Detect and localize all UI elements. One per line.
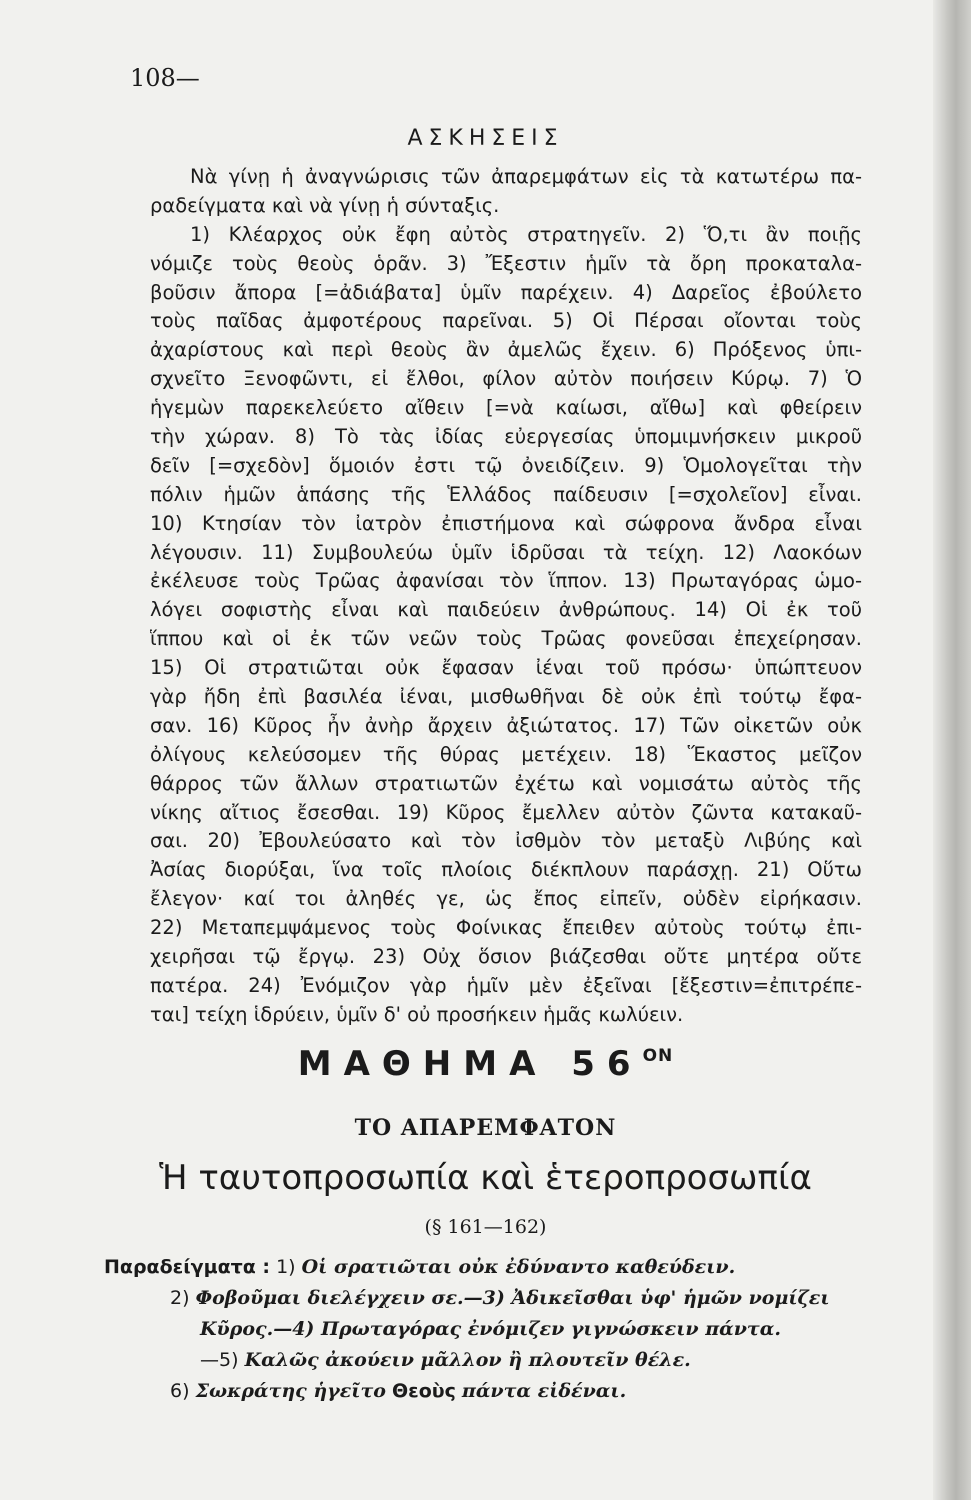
body-line: ἡγεμὼν παρεκελεύετο αἴθειν [=νὰ καίωσι, αἴθω] καὶ φθείρειν	[150, 396, 862, 420]
example-line	[104, 1252, 849, 1283]
body-line: δεῖν [=σχεδὸν] ὅμοιόν ἐστι τῷ ὀνειδίζειν. 9) Ὁμολογεῖται τὴν	[150, 453, 862, 477]
body-line: πόλιν ἡμῶν ἁπάσης τῆς Ἑλλάδος παίδευσιν [=σχολεῖον] εἶναι.	[150, 482, 862, 506]
body-line: λέγουσιν. 11) Συμβουλεύω ὑμῖν ἱδρῦσαι τὰ τείχη. 12) Λαοκόων	[150, 540, 862, 564]
example-number: 6)	[170, 1380, 190, 1402]
example-text: Οἱ σρατιῶται οὐκ ἐδύναντο καθεύδειν.	[301, 1256, 736, 1278]
page-edge-shadow	[933, 0, 971, 1500]
example-line	[104, 1376, 849, 1407]
body-line: τοὺς παῖδας ἀμφοτέρους παρεῖναι. 5) Οἱ Πέρσαι οἴονται τοὺς	[150, 309, 862, 333]
body-line: βοῦσιν ἄπορα [=ἀδιάβατα] ὑμῖν παρέχειν. 4) Δαρεῖος ἐβούλετο	[150, 280, 862, 304]
example-text-emphasis: Θεοὺς	[391, 1380, 456, 1402]
body-line: ται] τείχη ἱδρύειν, ὑμῖν δ' οὐ προσήκειν ἡμᾶς κωλύειν.	[150, 1002, 684, 1026]
body-line: νόμιζε τοὺς θεοὺς ὁρᾶν. 3) Ἔξεστιν ἡμῖν τὰ ὄρη προκαταλα-	[150, 251, 862, 275]
lesson-title-suffix: ΟΝ	[642, 1046, 674, 1066]
body-line: Ἀσίας διορύξαι, ἵνα τοῖς πλοίοις διέκπλουν παράσχῃ. 21) Οὕτω	[150, 858, 862, 882]
body-line: ἵππου καὶ οἱ ἐκ τῶν νεῶν τοὺς Τρῶας φονεῦσαι ἐπεχείρησαν.	[150, 627, 862, 651]
body-line: ἐκέλευσε τοὺς Τρῶας ἀφανίσαι τὸν ἵππον. 13) Πρωταγόρας ὡμο-	[150, 569, 862, 593]
example-text: Κῦρος.—4) Πρωταγόρας ἐνόμιζεν γιγνώσκειν πάντα.	[200, 1318, 781, 1340]
body-line: 1) Κλέαρχος οὐκ ἔφη αὐτὸς στρατηγεῖν. 2) Ὅ,τι ἂν ποιῇς	[190, 222, 862, 246]
body-line: 22) Μεταπεμψάμενος τοὺς Φοίνικας ἔπειθεν αὐτοὺς τούτῳ ἐπι-	[150, 916, 862, 940]
body-line: σαι. 20) Ἐβουλεύσατο καὶ τὸν ἰσθμὸν τὸν μεταξὺ Λιβύης καὶ	[150, 829, 862, 853]
body-line: πατέρα. 24) Ἐνόμιζον γὰρ ἡμῖν μὲν ἐξεῖναι [ἔξεστιν=ἐπιτρέπε-	[150, 973, 862, 997]
body-line: Νὰ γίνῃ ἡ ἀναγνώρισις τῶν ἀπαρεμφάτων εἰς τὰ κατωτέρω πα-	[190, 165, 862, 188]
example-number: —5)	[200, 1349, 239, 1371]
example-number: 2)	[170, 1287, 190, 1309]
section-reference: (§ 161—162)	[424, 1216, 547, 1238]
body-line: χειρῆσαι τῷ ἔργῳ. 23) Οὐχ ὅσιον βιάζεσθαι οὔτε μητέρα οὔτε	[150, 945, 862, 969]
example-text: Φοβοῦμαι διελέγχειν σε.—3) Ἀδικεῖσθαι ὑφ' ἡμῶν νομίζει	[195, 1287, 830, 1309]
body-line: ὀλίγους κελεύσομεν τῆς θύρας μετέχειν. 18) Ἕκαστος μεῖζον	[150, 742, 862, 766]
body-line: ἀχαρίστους καὶ περὶ θεοὺς ἂν ἀμελῶς ἔχειν. 6) Πρόξενος ὑπι-	[150, 338, 862, 362]
page-number: 108—	[130, 64, 200, 92]
example-line	[104, 1345, 849, 1376]
body-line: 15) Οἱ στρατιῶται οὐκ ἔφασαν ἰέναι τοῦ πρόσω· ὑπώπτευον	[150, 656, 862, 680]
body-line: ραδείγματα καὶ νὰ γίνῃ ἡ σύνταξις.	[150, 193, 500, 217]
body-line: 10) Κτησίαν τὸν ἰατρὸν ἐπιστήμονα καὶ σώφρονα ἄνδρα εἶναι	[150, 511, 862, 535]
body-line: γὰρ ἤδη ἐπὶ βασιλέα ἰέναι, μισθωθῆναι δὲ οὐκ ἐπὶ τούτῳ ἔφα-	[150, 685, 862, 709]
example-text: Σωκράτης ἡγεῖτο	[195, 1380, 386, 1402]
exercises-body	[150, 163, 862, 1030]
example-text: Καλῶς ἀκούειν μᾶλλον ἢ πλουτεῖν θέλε.	[244, 1349, 691, 1371]
examples-block	[104, 1252, 849, 1407]
body-line: νίκης αἴτιος ἔσεσθαι. 19) Κῦρος ἔμελλεν αὐτὸν ζῶντα κατακαῦ-	[150, 800, 862, 824]
body-line: τὴν χώραν. 8) Τὸ τὰς ἰδίας εὐεργεσίας ὑπομιμνήσκειν μικροῦ	[150, 425, 862, 449]
body-line: ἔλεγον· καί τοι ἀληθές γε, ὡς ἔπος εἰπεῖν, οὐδὲν εἰρήκασιν.	[150, 887, 862, 911]
topic-heading: Ἡ ταυτοπροσωπία καὶ ἑτεροπροσωπία	[159, 1158, 812, 1198]
example-line	[104, 1283, 849, 1314]
exercises-heading: ΑΣΚΗΣΕΙΣ	[407, 126, 564, 151]
body-line: θάρρος τῶν ἄλλων στρατιωτῶν ἐχέτω καὶ νομισάτω αὐτὸς τῆς	[150, 771, 862, 795]
example-text: πάντα εἰδέναι.	[461, 1380, 627, 1402]
body-line: σχνεῖτο Ξενοφῶντι, εἰ ἔλθοι, φίλον αὐτὸν ποιήσειν Κύρῳ. 7) Ὁ	[150, 367, 862, 391]
lesson-title	[0, 1044, 971, 1084]
example-number: 1)	[276, 1256, 296, 1278]
example-line	[104, 1314, 849, 1345]
examples-label: Παραδείγματα :	[104, 1256, 271, 1278]
body-line: λόγει σοφιστὴς εἶναι καὶ παιδεύειν ἀνθρώπους. 14) Οἱ ἐκ τοῦ	[150, 598, 862, 622]
body-line: σαν. 16) Κῦρος ἦν ἀνὴρ ἄρχειν ἀξιώτατος. 17) Τῶν οἰκετῶν οὐκ	[150, 713, 862, 737]
topic-subheading: ΤΟ ΑΠΑΡΕΜΦΑΤΟΝ	[354, 1115, 617, 1141]
lesson-title-text: ΜΑΘΗΜΑ 56	[297, 1044, 643, 1084]
